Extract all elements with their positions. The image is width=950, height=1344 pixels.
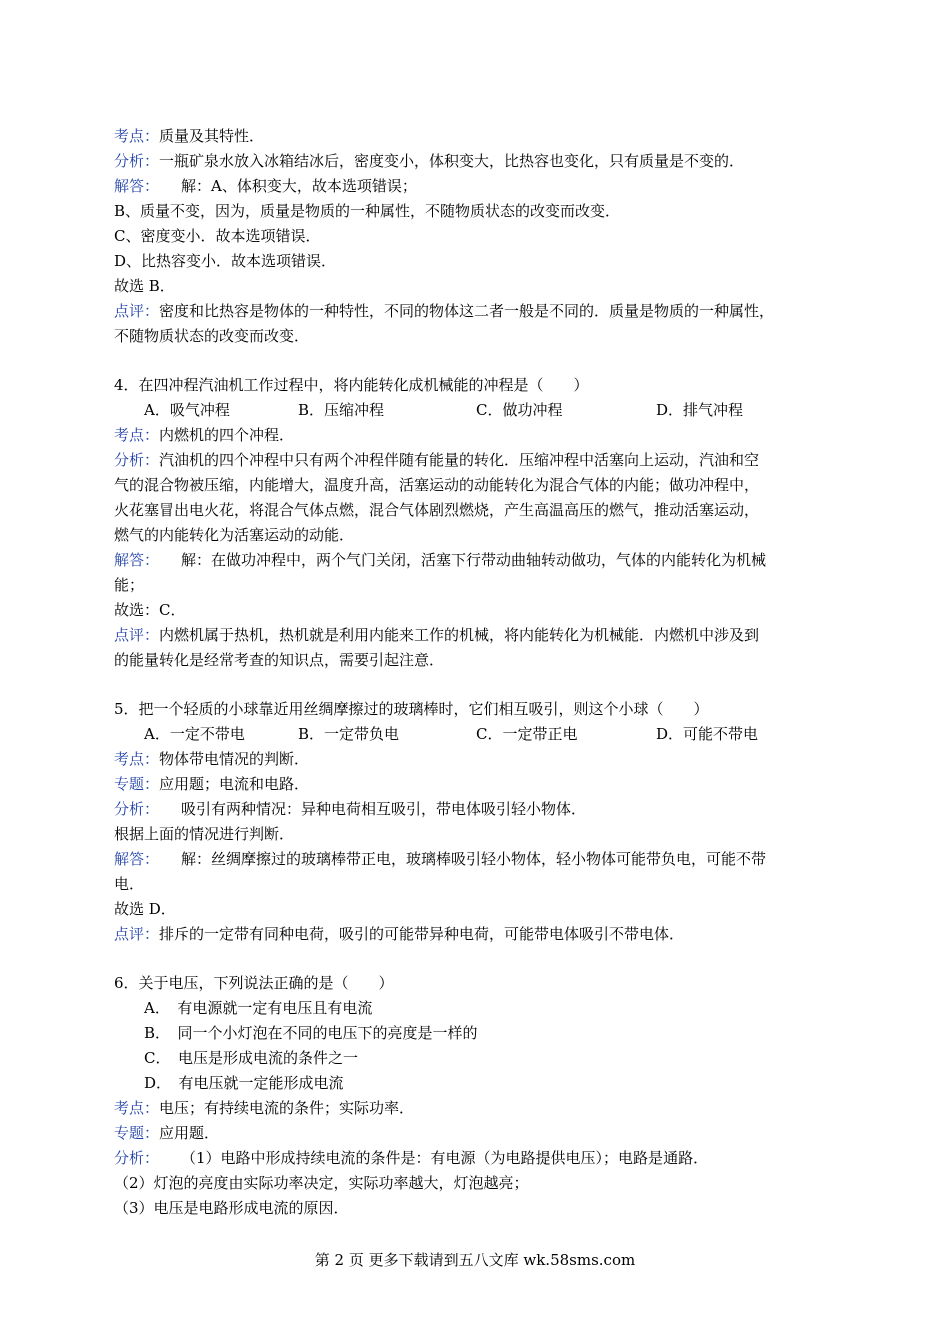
q6-option-c: C． 电压是形成电流的条件之一 [144,1049,358,1067]
page-footer: 第 2 页 更多下载请到五八文库 wk.58sms.com [314,1251,636,1269]
q4-dianping-cont: 的能量转化是经常考查的知识点，需要引起注意． [114,651,445,669]
q4-fenxi-cont: 气的混合物被压缩，内能增大，温度升高，活塞运动的动能转化为混合气体的内能；做功冲程中， [114,476,760,494]
q4-fenxi-cont: 火花塞冒出电火花，将混合气体点燃，混合气体剧烈燃烧，产生高温高压的燃气，推动活塞运动， [114,501,760,519]
q6-fenxi-cont: （2）灯泡的亮度由实际功率决定，实际功率越大，灯泡越亮； [114,1174,529,1192]
q5-stem: 5．把一个轻质的小球靠近用丝绸摩擦过的玻璃棒时，它们相互吸引，则这个小球（ ） [114,700,709,718]
q4-fenxi: 分析：汽油机的四个冲程中只有两个冲程伴随有能量的转化．压缩冲程中活塞向上运动，汽油和空 [114,451,760,469]
label-kaodian: 考点： [114,426,160,444]
q4-answer: 故选：C． [114,601,186,619]
q4-fenxi-cont: 燃气的内能转化为活塞运动的动能． [114,526,355,544]
q3-line: B、质量不变，因为，质量是物质的一种属性，不随物质状态的改变而改变． [114,202,621,220]
q5-answer: 故选 D． [114,900,176,918]
q3-line: C、密度变小．故本选项错误． [114,227,321,245]
label-dianping: 点评： [114,626,160,644]
q4-jieda-cont: 能； [114,576,145,594]
q5-option-b: B．一定带负电 [298,725,400,743]
q4-option-a: A．吸气冲程 [144,401,230,419]
q6-option-b: B． 同一个小灯泡在不同的电压下的亮度是一样的 [144,1024,478,1042]
label-kaodian: 考点： [114,1099,160,1117]
q4-jieda: 解答： 解：在做功冲程中，两个气门关闭，活塞下行带动曲轴转动做功，气体的内能转化为机械 [114,551,767,569]
q3-answer: 故选 B． [114,277,175,295]
q3-jieda: 解答： 解：A、体积变大，故本选项错误； [114,177,417,195]
q3-kaodian: 考点：质量及其特性． [114,127,265,145]
label-dianping: 点评： [114,925,160,943]
q5-option-a: A．一定不带电 [144,725,245,743]
q4-option-d: D．排气冲程 [656,401,744,419]
label-jieda: 解答： [114,177,160,195]
q5-option-d: D．可能不带电 [656,725,759,743]
q6-option-a: A． 有电源就一定有电压且有电流 [144,999,373,1017]
label-zhuanti: 专题： [114,1124,160,1142]
label-dianping: 点评： [114,302,160,320]
q4-option-b: B．压缩冲程 [298,401,385,419]
label-fenxi: 分析： [114,152,160,170]
label-fenxi: 分析： [114,800,160,818]
q6-option-d: D． 有电压就一定能形成电流 [144,1074,344,1092]
q5-jieda: 解答： 解：丝绸摩擦过的玻璃棒带正电，玻璃棒吸引轻小物体，轻小物体可能带负电，可能不带 [114,850,767,868]
q6-fenxi: 分析： （1）电路中形成持续电流的条件是：有电源（为电路提供电压）；电路是通路． [114,1149,709,1167]
label-kaodian: 考点： [114,127,160,145]
q4-option-c: C．做功冲程 [476,401,563,419]
q5-fenxi-cont: 根据上面的情况进行判断． [114,825,295,843]
q5-fenxi: 分析： 吸引有两种情况：异种电荷相互吸引，带电体吸引轻小物体． [114,800,587,818]
q5-dianping: 点评：排斥的一定带有同种电荷，吸引的可能带异种电荷，可能带电体吸引不带电体． [114,925,685,943]
q6-stem: 6．关于电压，下列说法正确的是（ ） [114,974,394,992]
label-zhuanti: 专题： [114,775,160,793]
label-kaodian: 考点： [114,750,160,768]
q5-kaodian: 考点：物体带电情况的判断． [114,750,310,768]
q4-dianping: 点评：内燃机属于热机，热机就是利用内能来工作的机械，将内能转化为机械能．内燃机中涉及到 [114,626,760,644]
q3-dianping-cont: 不随物质状态的改变而改变． [114,327,310,345]
q5-jieda-cont: 电． [114,875,145,893]
q6-fenxi-cont: （3）电压是电路形成电流的原因． [114,1199,349,1217]
q6-kaodian: 考点：电压；有持续电流的条件；实际功率． [114,1099,415,1117]
label-fenxi: 分析： [114,1149,160,1167]
label-jieda: 解答： [114,850,160,868]
q5-option-c: C．一定带正电 [476,725,578,743]
q4-kaodian: 考点：内燃机的四个冲程． [114,426,295,444]
label-jieda: 解答： [114,551,160,569]
q3-fenxi: 分析：一瓶矿泉水放入冰箱结冰后，密度变小，体积变大，比热容也变化，只有质量是不变的． [114,152,745,170]
q3-line: D、比热容变小．故本选项错误． [114,252,337,270]
q3-dianping: 点评：密度和比热容是物体的一种特性，不同的物体这二者一般是不同的．质量是物质的一种属性， [114,302,775,320]
q5-zhuanti: 专题：应用题；电流和电路． [114,775,310,793]
q4-stem: 4．在四冲程汽油机工作过程中，将内能转化成机械能的冲程是（ ） [114,376,589,394]
label-fenxi: 分析： [114,451,160,469]
q6-zhuanti: 专题：应用题． [114,1124,220,1142]
